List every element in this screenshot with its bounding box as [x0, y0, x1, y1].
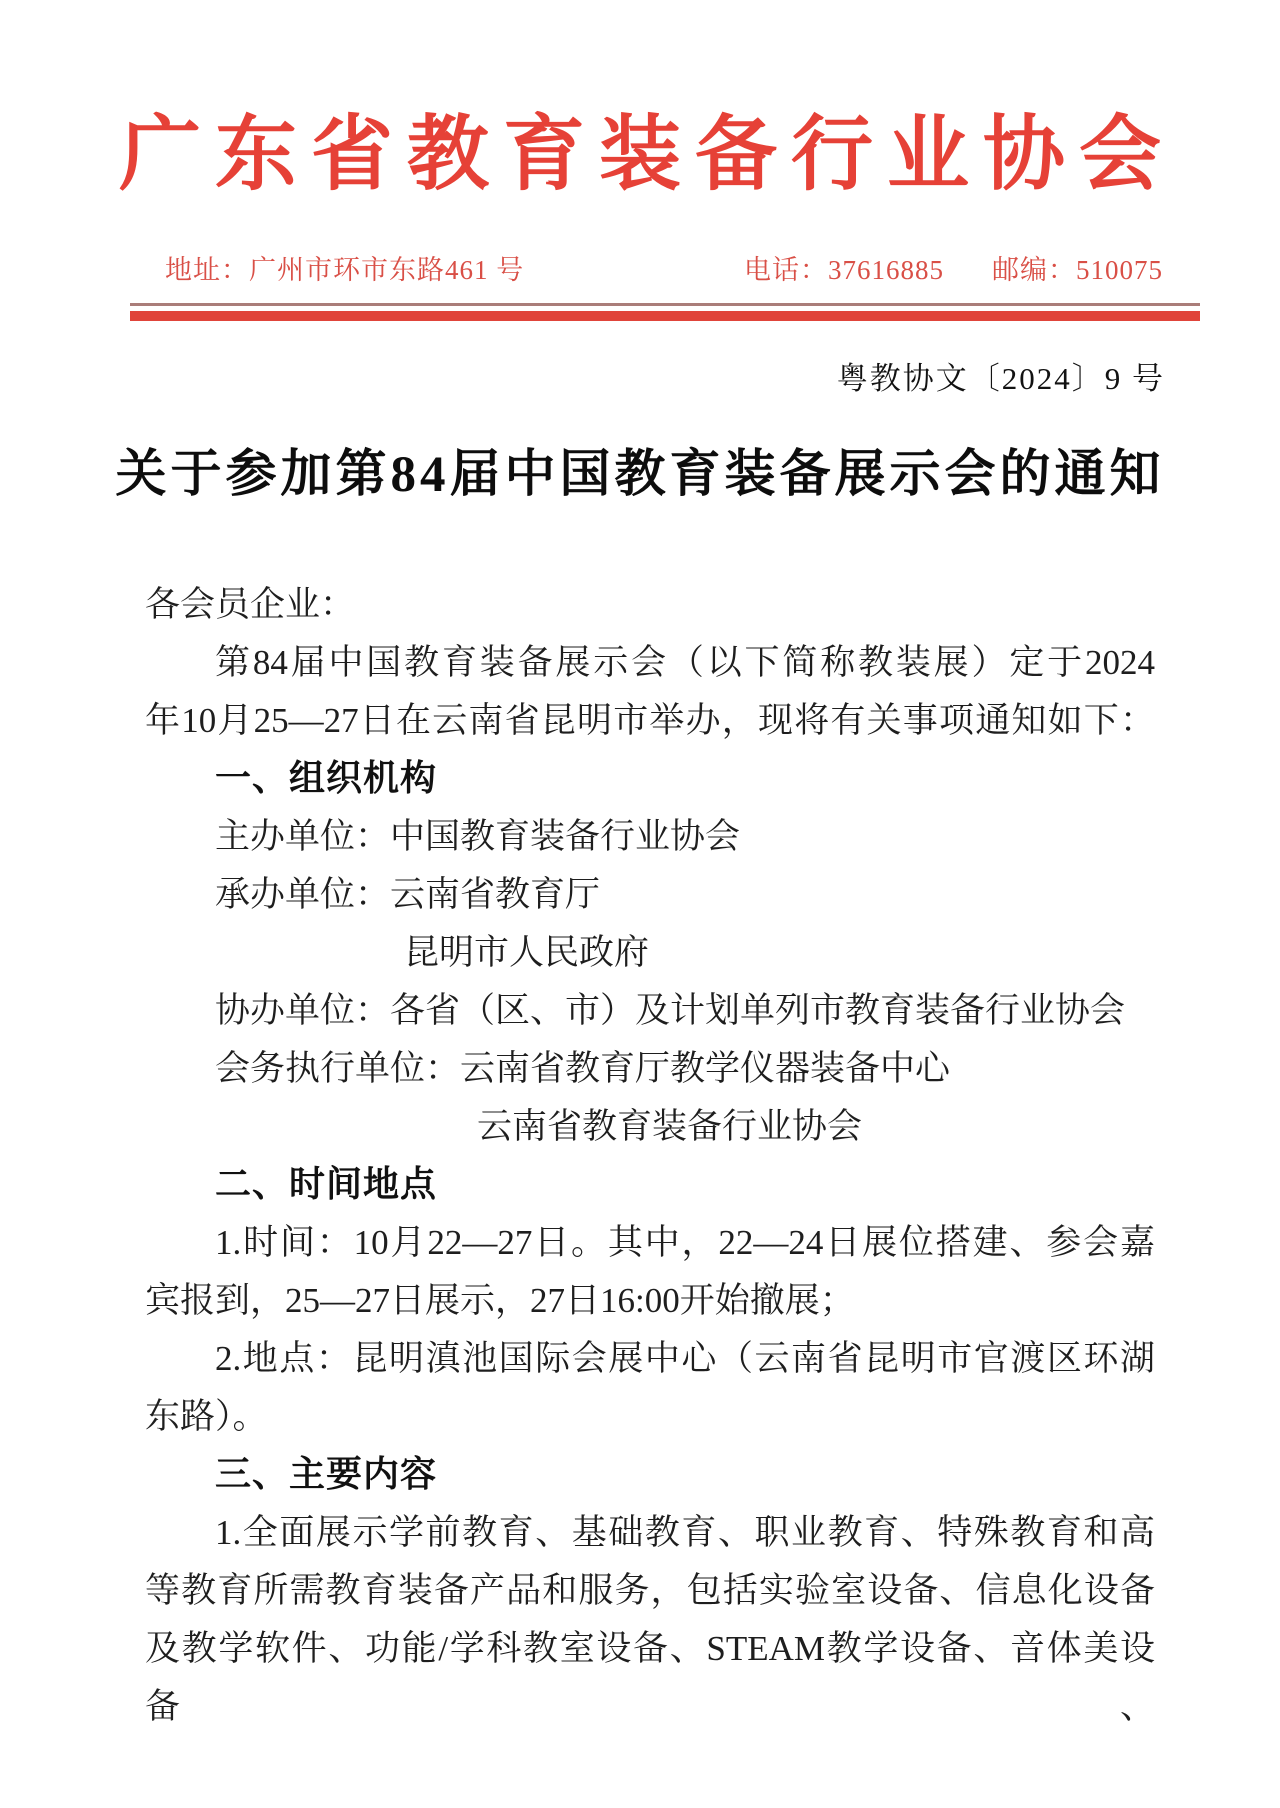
letterhead-address: 地址：广州市环市东路461 号 [165, 255, 525, 286]
body-line: 及教学软件、功能/学科教室设备、STEAM教学设备、音体美设备、 [145, 1629, 1155, 1727]
body-line: 1.全面展示学前教育、基础教育、职业教育、特殊教育和高 [215, 1513, 1155, 1553]
org-title: 广东省教育装备行业协会 [118, 109, 1175, 200]
document-body [145, 576, 1155, 1727]
section-heading-3: 三、主要内容 [215, 1454, 438, 1496]
body-line: 第84届中国教育装备展示会（以下简称教装展）定于2024 [215, 643, 1155, 683]
letterhead-postcode: 邮编：510075 [992, 255, 1163, 286]
body-line-salutation: 各会员企业： [145, 585, 356, 625]
body-line: 年10月25—27日在云南省昆明市举办，现将有关事项通知如下： [145, 701, 1155, 741]
letterhead-phone: 电话：37616885 [744, 255, 944, 286]
letterhead [0, 0, 1280, 321]
body-line: 云南省教育装备行业协会 [477, 1107, 863, 1147]
body-line: 会务执行单位：云南省教育厅教学仪器装备中心 [215, 1049, 951, 1089]
body-line: 1.时间：10月22—27日。其中，22—24日展位搭建、参会嘉 [215, 1223, 1155, 1263]
letterhead-rule-thin [130, 303, 1200, 306]
doc-number: 粤教协文〔2024〕9 号 [836, 361, 1165, 397]
body-line: 等教育所需教育装备产品和服务，包括实验室设备、信息化设备 [145, 1571, 1155, 1611]
letterhead-contact-row [165, 248, 1163, 287]
letterhead-rule-thick [130, 311, 1200, 321]
body-line: 2.地点：昆明滇池国际会展中心（云南省昆明市官渡区环湖 [215, 1339, 1155, 1379]
body-line: 宾报到，25—27日展示，27日16:00开始撤展； [145, 1281, 855, 1321]
document-title: 关于参加第84届中国教育装备展示会的通知 [115, 447, 1165, 504]
body-line: 承办单位：云南省教育厅 [215, 875, 601, 915]
body-line: 东路）。 [145, 1397, 268, 1437]
body-line: 昆明市人民政府 [404, 933, 650, 973]
section-heading-1: 一、组织机构 [215, 758, 438, 800]
section-heading-2: 二、时间地点 [215, 1164, 438, 1206]
body-line: 主办单位：中国教育装备行业协会 [215, 817, 741, 857]
body-line: 协办单位：各省（区、市）及计划单列市教育装备行业协会 [215, 991, 1126, 1031]
